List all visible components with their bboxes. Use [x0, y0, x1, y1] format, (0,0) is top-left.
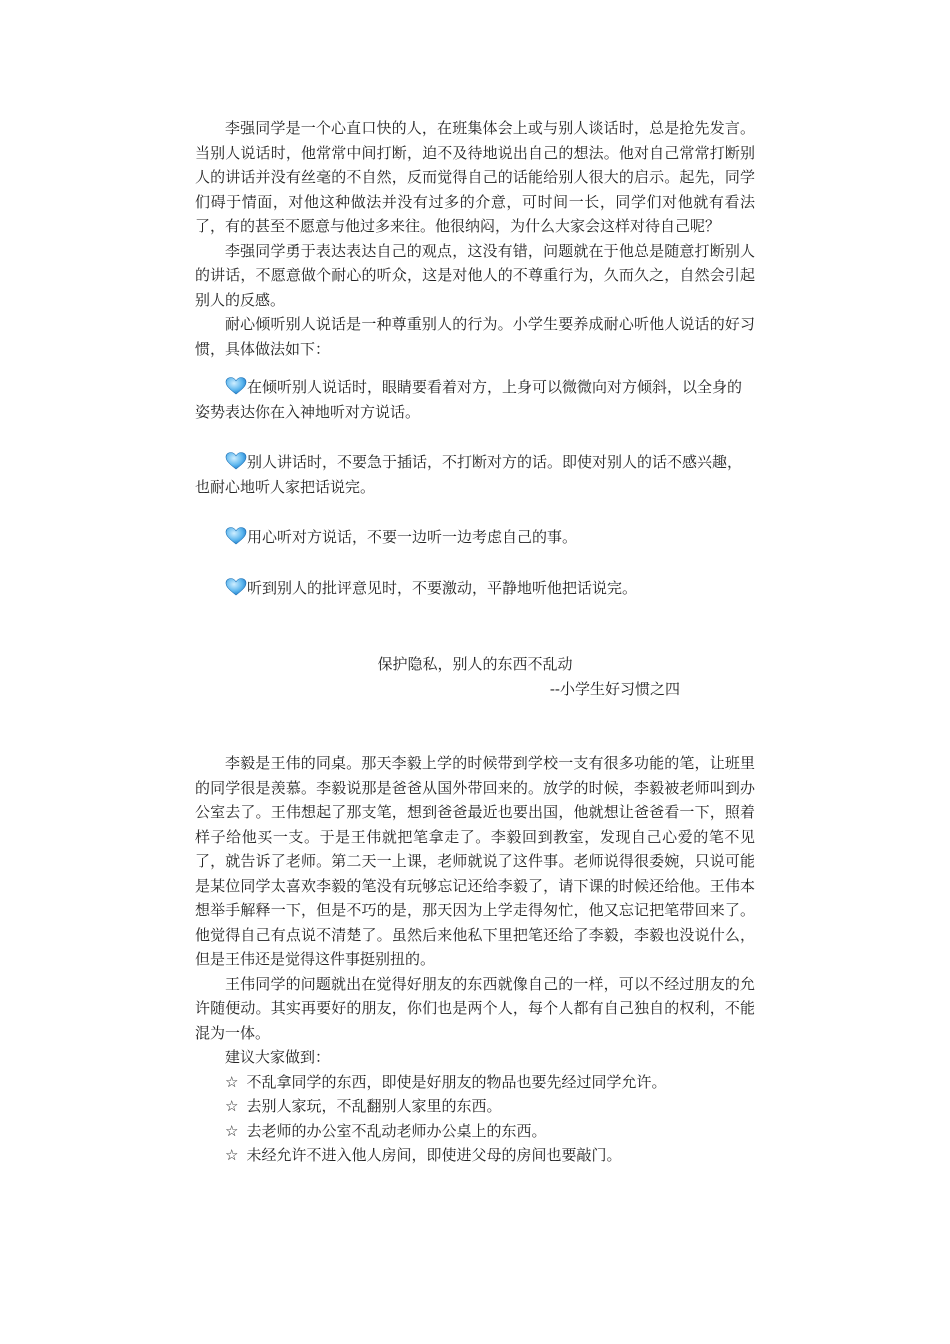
suggestion-text: 去别人家玩，不乱翻别人家里的东西。 [246, 1097, 502, 1115]
suggestion-item [195, 1094, 755, 1119]
paragraph: 李毅是王伟的同桌。那天李毅上学的时候带到学校一支有很多功能的笔，让班里的同学很是羡慕。李毅说那是爸爸从国外带回来的。放学的时候，李毅被老师叫到办公室去了。王伟想起了那支笔，想到爸爸最近也要出国，他就想让爸爸看一下，照着样子给他买一支。于是王伟就把笔拿走了。李毅回到教室，发现自己心爱的笔不见了，就告诉了老师。第二天一上课，老师就说了这件事。老师说得很委婉，只说可能是某位同学太喜欢李毅的笔没有玩够忘记还给李毅了，请下课的时候还给他。王伟本想举手解释一下，但是不巧的是，那天因为上学走得匆忙，他又忘记把笔带回来了。他觉得自己有点说不清楚了。虽然后来他私下里把笔还给了李毅，李毅也没说什么，但是王伟还是觉得这件事挺别扭的。 [195, 754, 755, 968]
paragraph: 耐心倾听别人说话是一种尊重别人的行为。小学生要养成耐心听他人说话的好习惯，具体做法如下： [195, 315, 755, 358]
heart-icon [225, 377, 247, 395]
tip-text: 听到别人的批评意见时，不要激动，平静地听他把话说完。 [247, 578, 638, 597]
tip-item [195, 576, 755, 601]
tip-item [195, 525, 755, 550]
document-page [195, 116, 755, 1168]
paragraph: 建议大家做到： [225, 1048, 331, 1066]
section-subtitle: --小学生好习惯之四 [549, 679, 680, 698]
suggestion-item [195, 1143, 755, 1168]
tip-text: 别人讲话时，不要急于插话，不打断对方的话。即使对别人的话不感兴趣，也耐心地听人家把话说完。 [195, 453, 743, 496]
suggestion-item [195, 1070, 755, 1095]
suggestion-text: 不乱拿同学的东西，即使是好朋友的物品也要先经过同学允许。 [246, 1072, 667, 1091]
tip-text: 在倾听别人说话时，眼睛要看着对方，上身可以微微向对方倾斜，以全身的姿势表达你在入神地听对方说话。 [195, 378, 743, 421]
heart-icon [225, 578, 247, 596]
paragraph: 王伟同学的问题就出在觉得好朋友的东西就像自己的一样，可以不经过朋友的允许随便动。其实再要好的朋友，你们也是两个人，每个人都有自己独自的权利，不能混为一体。 [195, 974, 755, 1042]
star-icon: ☆ [225, 1121, 239, 1140]
suggestion-text: 未经允许不进入他人房间，即使进父母的房间也要敲门。 [246, 1146, 622, 1164]
section-title: 保护隐私，别人的东西不乱动 [377, 655, 573, 673]
star-icon: ☆ [225, 1146, 239, 1164]
star-icon: ☆ [225, 1097, 239, 1115]
tip-text: 用心听对方说话，不要一边听一边考虑自己的事。 [247, 528, 578, 546]
heart-icon [225, 452, 247, 470]
suggestion-text: 去老师的办公室不乱动老师办公桌上的东西。 [246, 1121, 547, 1140]
tip-item [195, 450, 755, 499]
tip-item [195, 375, 755, 424]
star-icon: ☆ [225, 1072, 239, 1091]
suggestion-item [195, 1119, 755, 1144]
paragraph: 李强同学勇于表达表达自己的观点，这没有错，问题就在于他总是随意打断别人的讲话，不愿意做个耐心的听众，这是对他人的不尊重行为，久而久之，自然会引起别人的反感。 [195, 241, 755, 309]
paragraph: 李强同学是一个心直口快的人，在班集体会上或与别人谈话时，总是抢先发言。当别人说话时，他常常中间打断，迫不及待地说出自己的想法。他对自己常常打断别人的讲话并没有丝毫的不自然，反而觉得自己的话能给别人很大的启示。起先，同学们碍于情面，对他这种做法并没有过多的介意，可时间一长，同学们对他就有看法了，有的甚至不愿意与他过多来往。他很纳闷，为什么大家会这样对待自己呢？ [195, 119, 755, 235]
heart-icon [225, 527, 247, 545]
